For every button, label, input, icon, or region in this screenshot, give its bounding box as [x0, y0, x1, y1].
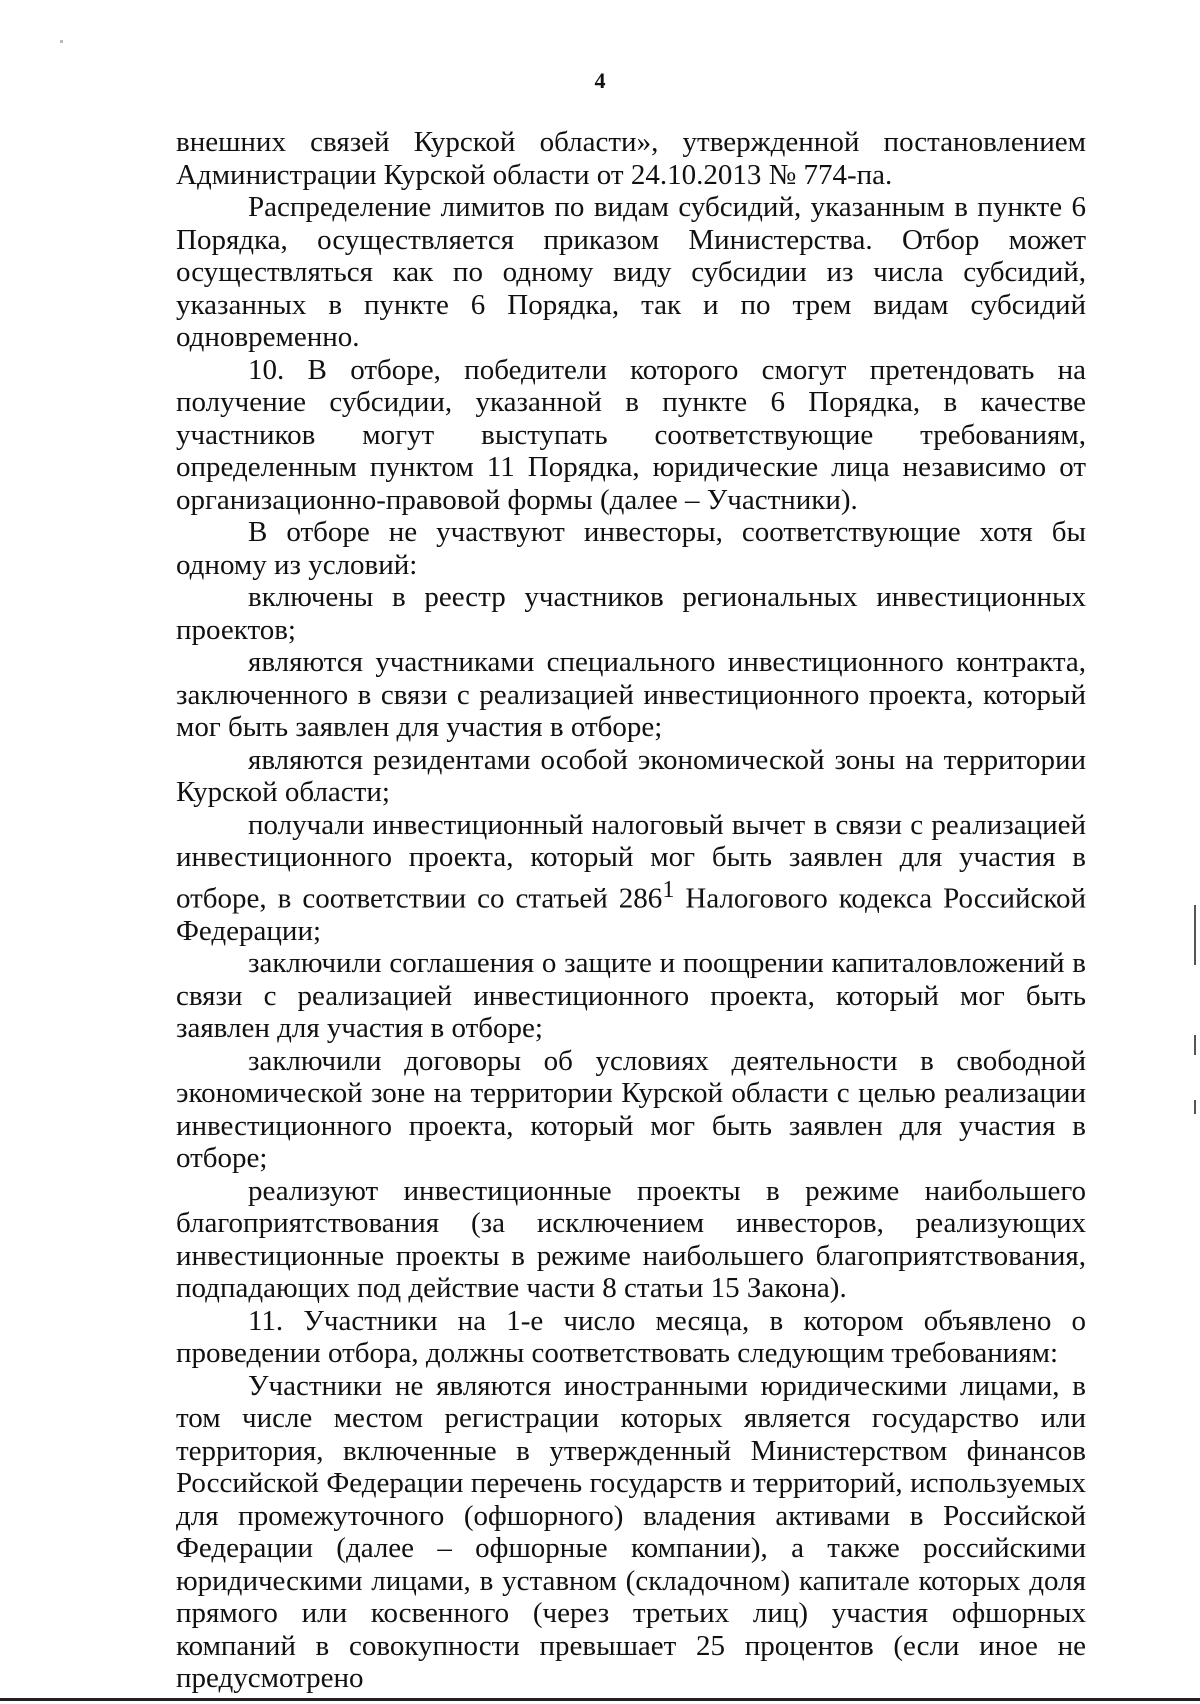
list-item-tax-deduction: [176, 809, 1086, 948]
scan-bottom-edge: [0, 1698, 1200, 1701]
scan-artifact: [60, 40, 63, 43]
paragraph-excluded-investors: В отборе не участвуют инвесторы, соответствующие хотя бы одному из условий:: [176, 516, 1086, 581]
list-item-regional-registry: включены в реестр участников региональных инвестиционных проектов;: [176, 581, 1086, 646]
list-item-most-favored-regime: реализуют инвестиционные проекты в режиме наибольшего благоприятствования (за исключением инвесторов, реализующих инвестиционные проекты в режиме наибольшего благоприятствования, подпадающих под действие части 8 статьи 15 Закона).: [176, 1174, 1086, 1305]
list-item-investment-agreements: заключили соглашения о защите и поощрении капиталовложений в связи с реализацией инвестиционного проекта, который мог быть заявлен для участия в отборе;: [176, 947, 1086, 1045]
paragraph-continuation: внешних связей Курской области», утвержденной постановлением Администрации Курской области от 24.10.2013 № 774-па.: [176, 126, 1086, 191]
tax-deduction-text-start: получали инвестиционный налоговый вычет в связи с реализацией инвестиционного проекта, который мог быть заявлен для участия в отборе, в соответствии со статьей 286: [176, 808, 1086, 915]
paragraph-offshore-requirement: Участники не являются иностранными юридическими лицами, в том числе местом регистрации которых является государство или территория, включенные в утвержденный Министерством финансов Российской Федерации перечень государств и территорий, используемых для промежуточного (офшорного) владения активами в Российской Федерации (далее – офшорные компании), а также российскими юридическими лицами, в уставном (складочном) капитале которых доля прямого или косвенного (через третьих лиц) участия офшорных компаний в совокупности превышает 25 процентов (если иное не предусмотрено: [176, 1369, 1086, 1695]
page-number: 4: [594, 68, 606, 93]
scan-edge-mark: [1194, 1035, 1196, 1055]
paragraph-limits-distribution: Распределение лимитов по видам субсидий, указанным в пункте 6 Порядка, осуществляется приказом Министерства. Отбор может осуществляться как по одному виду субсидии из числа субсидий, указанных в пункте 6 Порядка, так и по трем видам субсидий одновременно.: [176, 191, 1086, 353]
paragraph-item-11: 11. Участники на 1-е число месяца, в котором объявлено о проведении отбора, должны соответствовать следующим требованиям:: [176, 1304, 1086, 1370]
list-item-special-contract: являются участниками специального инвестиционного контракта, заключенного в связи с реализацией инвестиционного проекта, который мог быть заявлен для участия в отборе;: [176, 646, 1086, 743]
scan-edge-mark: [1194, 1100, 1196, 1114]
tax-deduction-text-end: Налогового кодекса Российской Федерации;: [176, 882, 1087, 947]
document-body: [176, 126, 1086, 1695]
list-item-special-economic-zone: являются резидентами особой экономической зоны на территории Курской области;: [176, 743, 1086, 808]
list-item-free-economic-zone: заключили договоры об условиях деятельности в свободной экономической зоне на территории Курской области с целью реализации инвестиционного проекта, который мог быть заявлен для участия в отборе;: [176, 1044, 1086, 1175]
article-superscript: 1: [662, 875, 675, 903]
paragraph-item-10: 10. В отборе, победители которого смогут претендовать на получение субсидии, указанной в пункте 6 Порядка, в качестве участников могут выступать соответствующие требованиям, определенным пунктом 11 Порядка, юридические лица независимо от организационно-правовой формы (далее – Участники).: [176, 353, 1086, 516]
scan-edge-mark: [1194, 905, 1196, 965]
